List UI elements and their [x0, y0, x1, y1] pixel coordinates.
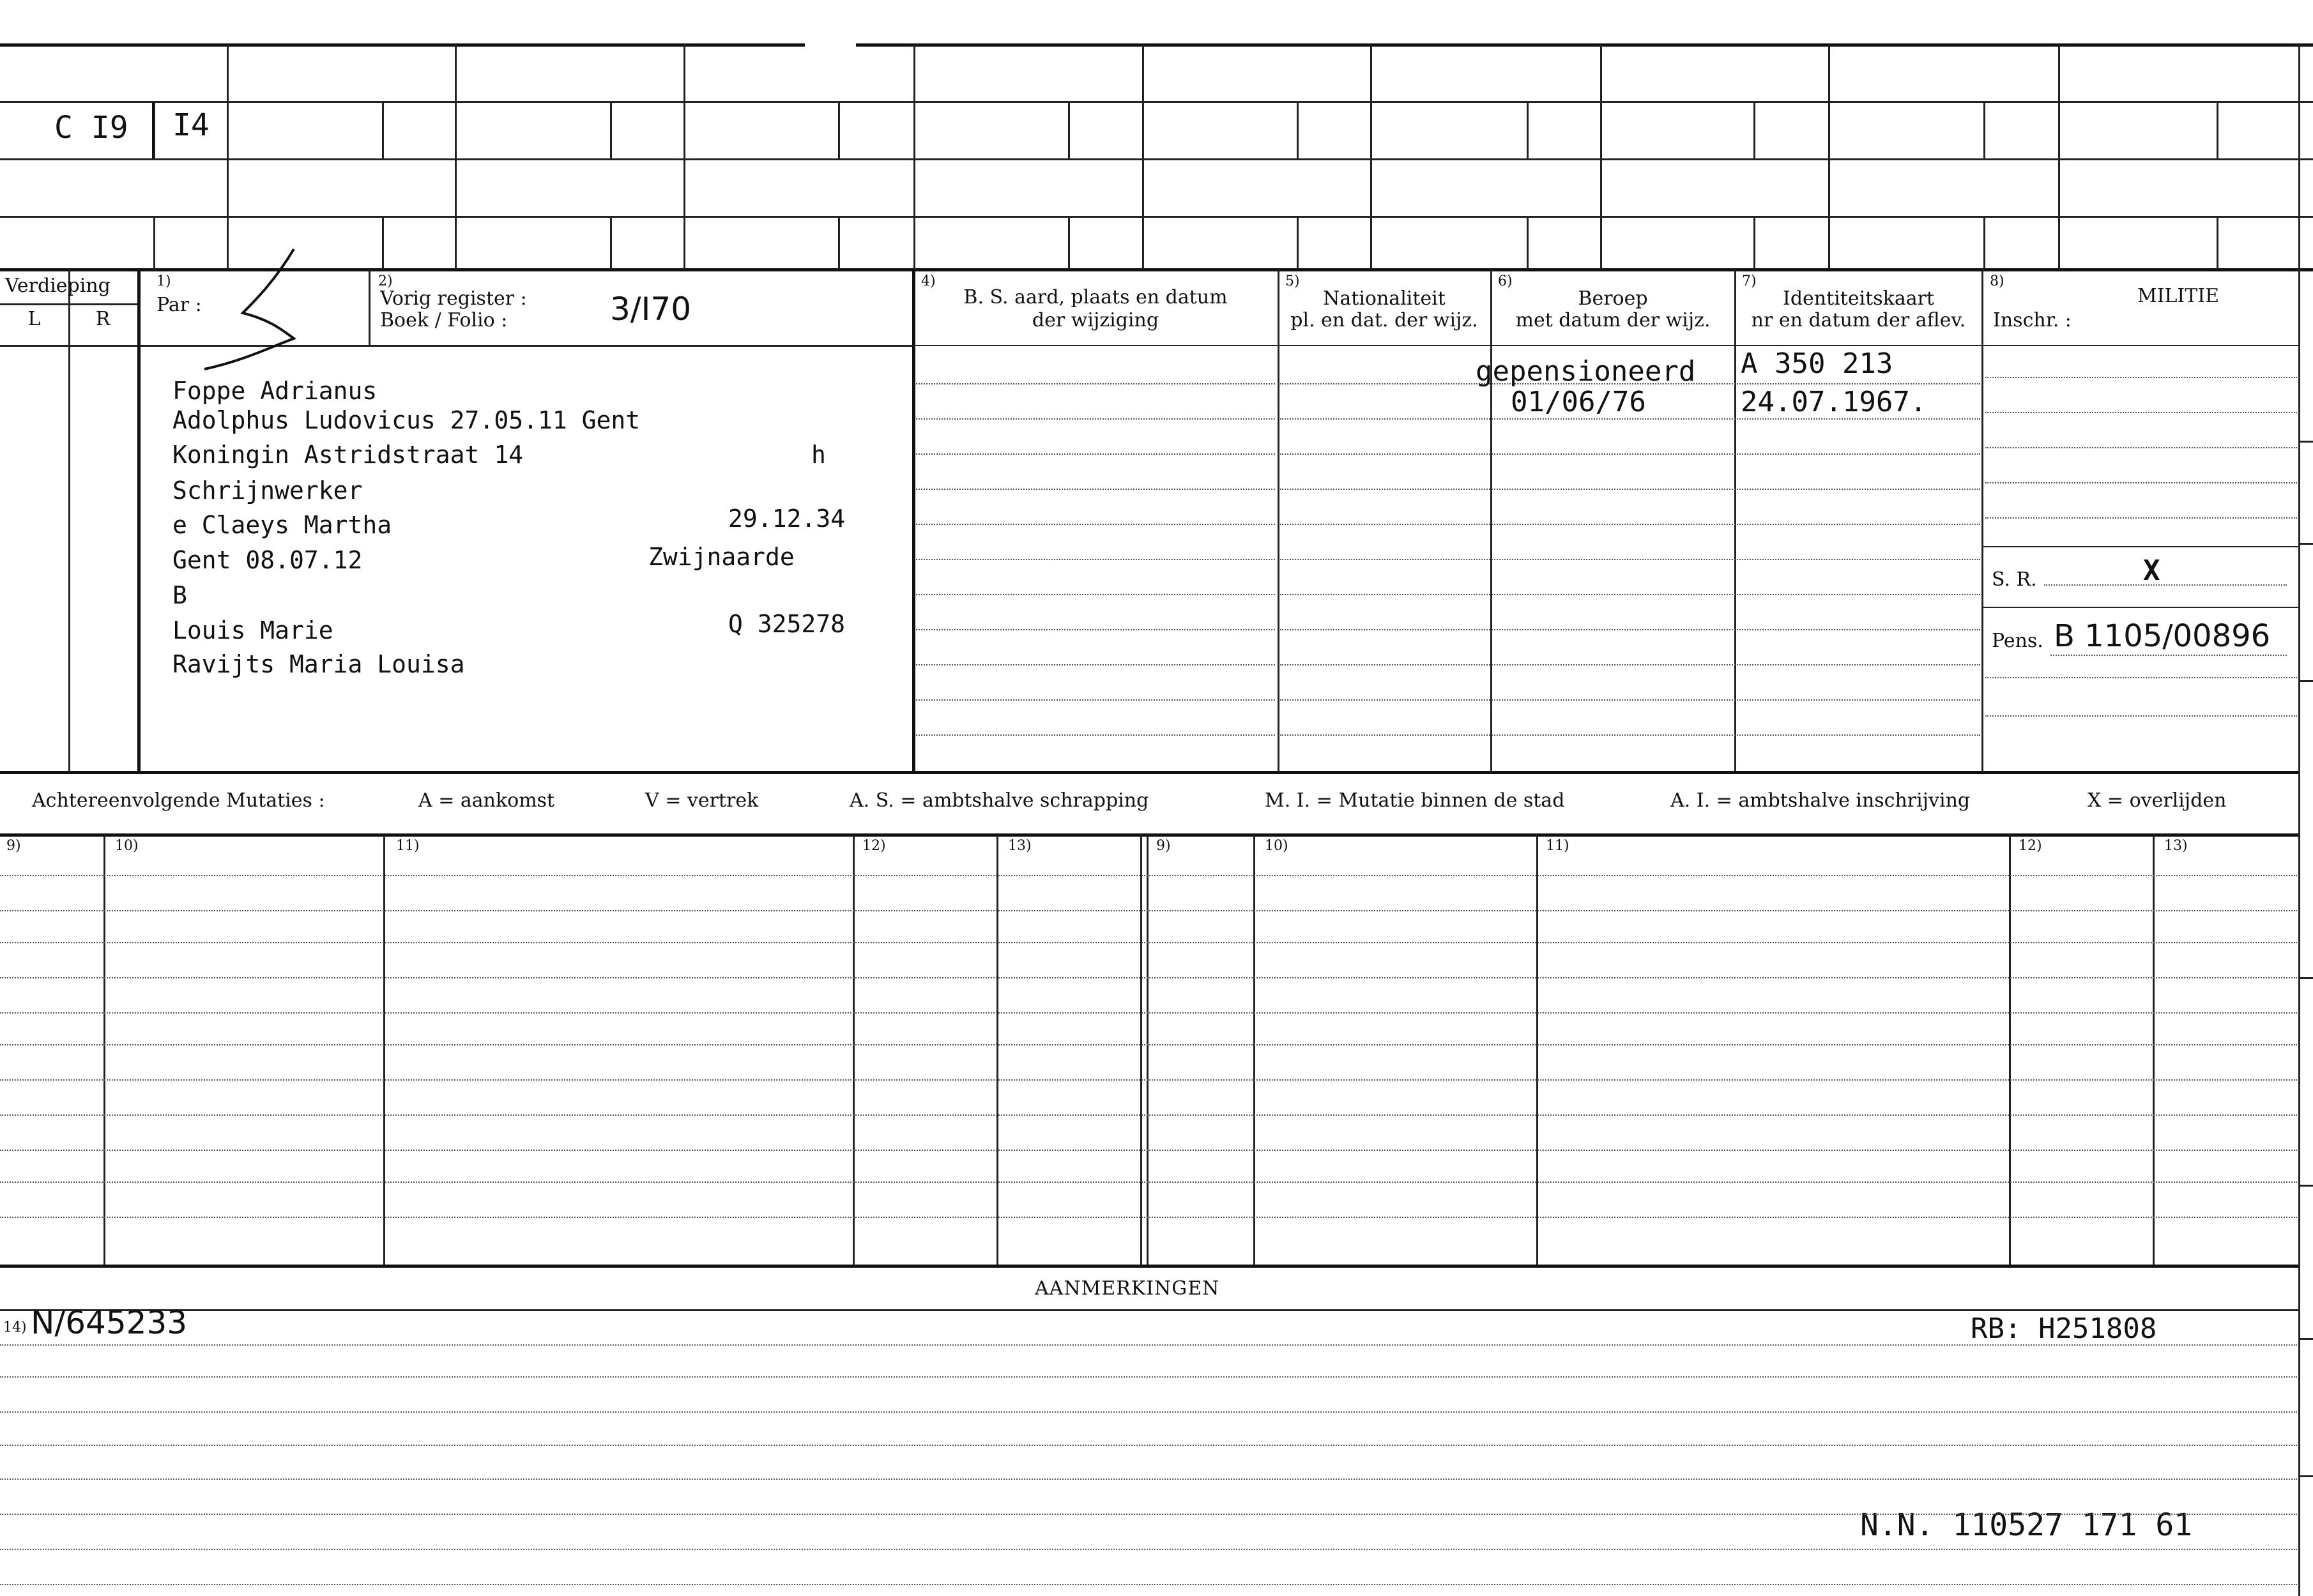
- card-code-c: C I9: [54, 110, 128, 146]
- pens-value: B 1105/00896: [2054, 618, 2271, 654]
- section-border: [0, 1265, 2298, 1268]
- id-label-1: Identiteitskaart: [1783, 287, 1934, 310]
- person-line: Schrijnwerker: [172, 476, 363, 505]
- grid-col: [913, 45, 915, 270]
- grid-tick: [1297, 216, 1299, 270]
- dotted-line: [0, 1478, 2297, 1480]
- bs-label-1: B. S. aard, plaats en datum: [963, 286, 1228, 308]
- mutation-col: [1147, 835, 1149, 1266]
- beroep-date: 01/06/76: [1511, 386, 1646, 418]
- dotted-line: [0, 1182, 2297, 1183]
- grid-tick: [1527, 216, 1529, 270]
- mutation-col-number: 9): [1156, 838, 1171, 854]
- mutation-col: [1536, 835, 1538, 1266]
- beroep-label-1: Beroep: [1578, 287, 1648, 310]
- dotted-line: [0, 1344, 2297, 1346]
- dotted-line: [1280, 664, 1980, 665]
- dotted-line: [1280, 629, 1980, 630]
- mutation-col: [1253, 835, 1255, 1266]
- grid-tick: [153, 216, 155, 270]
- mutation-col-number: 9): [6, 838, 21, 854]
- grid-tick: [610, 216, 612, 270]
- dotted-line: [0, 875, 2297, 876]
- legend-item: A = aankomst: [418, 789, 555, 812]
- dotted-line: [916, 453, 1275, 455]
- mutation-col-number: 13): [1008, 838, 1032, 854]
- dotted-line: [0, 1549, 2297, 1550]
- person-line: Koningin Astridstraat 14: [172, 441, 524, 469]
- grid-tick: [1068, 101, 1070, 158]
- dotted-line: [0, 1376, 2297, 1378]
- field-number: 6): [1498, 273, 1513, 289]
- mutation-col: [103, 835, 105, 1266]
- verdieping-line: [0, 303, 137, 305]
- person-line: Adolphus Ludovicus 27.05.11 Gent: [172, 406, 641, 434]
- dotted-line: [1985, 412, 2297, 413]
- dotted-line: [0, 977, 2297, 978]
- grid-tick: [2217, 216, 2218, 270]
- dotted-line: [916, 629, 1275, 630]
- margin-tick: [2298, 680, 2313, 682]
- person-h: h: [811, 441, 826, 469]
- grid-tick: [1297, 101, 1299, 158]
- legend-item: X = overlijden: [2088, 789, 2227, 812]
- dotted-line: [2050, 655, 2287, 656]
- grid-tick: [1527, 101, 1529, 158]
- section-border: [0, 771, 2298, 774]
- dotted-line: [0, 942, 2297, 943]
- right-edge: [2298, 45, 2300, 1596]
- person-code: Q 325278: [728, 610, 846, 638]
- person-line: e Claeys Martha: [172, 511, 392, 539]
- mutation-col-number: 10): [115, 838, 139, 854]
- dotted-line: [0, 1044, 2297, 1045]
- legend-item: A. I. = ambtshalve inschrijving: [1670, 789, 1971, 812]
- dotted-line: [0, 1012, 2297, 1014]
- grid-line: [0, 158, 2313, 160]
- dotted-line: [2044, 584, 2287, 586]
- field-number: 4): [921, 273, 936, 289]
- handwritten-par-mark: [198, 243, 300, 370]
- sr-label: S. R.: [1992, 568, 2037, 591]
- grid-tick: [838, 216, 840, 270]
- nationaliteit-label-1: Nationaliteit: [1323, 287, 1446, 310]
- main-col: [1734, 270, 1736, 771]
- grid-col: [1142, 45, 1144, 270]
- margin-tick: [2298, 977, 2313, 979]
- field-number: 5): [1285, 273, 1300, 289]
- margin-tick: [2298, 1185, 2313, 1187]
- folio-value: 3/I70: [610, 291, 692, 328]
- legend-item: A. S. = ambtshalve schrapping: [850, 789, 1149, 812]
- mutation-col: [2153, 835, 2155, 1266]
- grid-tick: [2217, 101, 2218, 158]
- mutation-col-number: 12): [862, 838, 886, 854]
- id-date: 24.07.1967.: [1741, 386, 1927, 418]
- grid-tick: [382, 216, 384, 270]
- margin-tick: [2298, 1475, 2313, 1477]
- dotted-line: [0, 1584, 2297, 1585]
- mutation-col: [383, 835, 385, 1266]
- dotted-line: [1280, 418, 1980, 420]
- header-line-right: [913, 345, 2298, 346]
- dotted-line: [0, 1445, 2297, 1446]
- dotted-line: [0, 1114, 2297, 1116]
- grid-tick: [1983, 101, 1985, 158]
- field-number: 1): [156, 273, 171, 289]
- remarks-n-number: N/645233: [31, 1304, 188, 1341]
- militie-divider: [1981, 607, 2298, 608]
- grid-col: [2058, 45, 2060, 270]
- id-number: A 350 213: [1741, 347, 1893, 380]
- militie-label: MILITIE: [2137, 285, 2220, 307]
- grid-tick: [1983, 216, 1985, 270]
- margin-tick: [2298, 441, 2313, 443]
- mutation-col-number: 13): [2164, 838, 2188, 854]
- grid-tick: [838, 101, 840, 158]
- grid-tick: [382, 101, 384, 158]
- col-r-label: R: [95, 308, 111, 330]
- dotted-line: [0, 1217, 2297, 1218]
- main-col: [1981, 270, 1983, 771]
- section-border: [0, 833, 2298, 837]
- grid-tick: [1068, 216, 1070, 270]
- boek-folio-label: Boek / Folio :: [380, 309, 508, 331]
- grid-col: [1828, 45, 1830, 270]
- dotted-line: [1280, 734, 1980, 736]
- field-number: 7): [1742, 273, 1757, 289]
- grid-tick: [1753, 216, 1755, 270]
- person-place: Zwijnaarde: [648, 543, 795, 571]
- dotted-line: [1280, 524, 1980, 525]
- dotted-line: [916, 734, 1275, 736]
- field-number: 2): [378, 273, 393, 289]
- dotted-line: [1280, 453, 1980, 455]
- bs-label-2: der wijziging: [1032, 309, 1159, 331]
- section-border: [0, 268, 2313, 271]
- dotted-line: [0, 1150, 2297, 1151]
- beroep-label-2: met datum der wijz.: [1515, 309, 1711, 331]
- pens-label: Pens.: [1992, 630, 2043, 652]
- margin-tick: [2298, 543, 2313, 545]
- col-l-label: L: [27, 308, 41, 330]
- top-border-right: [856, 43, 2313, 47]
- grid-col: [1370, 45, 1372, 270]
- par-label: Par :: [156, 294, 202, 316]
- person-line: B: [172, 581, 187, 609]
- dotted-line: [916, 383, 1275, 384]
- mutation-col: [1140, 835, 1142, 1266]
- main-col: [68, 270, 70, 771]
- remarks-rb: RB: H251808: [1971, 1312, 2157, 1345]
- dotted-line: [1280, 594, 1980, 595]
- person-line: Foppe Adrianus: [172, 377, 378, 405]
- vorig-register-label: Vorig register :: [380, 287, 527, 310]
- legend-item: M. I. = Mutatie binnen de stad: [1265, 789, 1565, 812]
- grid-col: [683, 45, 685, 270]
- dotted-line: [916, 559, 1275, 560]
- main-col: [369, 270, 370, 346]
- field-number: 8): [1990, 273, 2004, 289]
- mutation-col-number: 11): [1546, 838, 1569, 854]
- remarks-title: AANMERKINGEN: [1035, 1277, 1220, 1300]
- dotted-line: [1985, 677, 2297, 678]
- mutation-col: [853, 835, 855, 1266]
- person-line: Ravijts Maria Louisa: [172, 650, 465, 678]
- remarks-line: [0, 1309, 2298, 1311]
- mutation-col-number: 12): [2019, 838, 2042, 854]
- dotted-line: [0, 1079, 2297, 1081]
- remarks-number: 14): [3, 1319, 27, 1335]
- dotted-line: [1280, 489, 1980, 490]
- code-divider: [152, 102, 154, 158]
- dotted-line: [1280, 559, 1980, 560]
- dotted-line: [1280, 699, 1980, 701]
- mutation-col: [2009, 835, 2011, 1266]
- dotted-line: [0, 1514, 2297, 1515]
- dotted-line: [916, 594, 1275, 595]
- person-line: Gent 08.07.12: [172, 546, 363, 574]
- dotted-line: [1985, 482, 2297, 483]
- legend-item: V = vertrek: [645, 789, 759, 812]
- dotted-line: [1985, 715, 2297, 717]
- remarks-nn: N.N. 110527 171 61: [1860, 1507, 2193, 1543]
- dotted-line: [1985, 447, 2297, 448]
- grid-col: [455, 45, 457, 270]
- verdieping-label: Verdieping: [5, 275, 111, 297]
- grid-col: [1600, 45, 1602, 270]
- id-label-2: nr en datum der aflev.: [1751, 309, 1966, 331]
- beroep-value: gepensioneerd: [1476, 355, 1696, 388]
- sr-value: X: [2143, 554, 2160, 587]
- grid-col: [227, 45, 229, 270]
- dotted-line: [916, 418, 1275, 420]
- main-col: [1278, 270, 1279, 771]
- card-code-i: I4: [172, 107, 210, 143]
- nationaliteit-label-2: pl. en dat. der wijz.: [1290, 309, 1478, 331]
- dotted-line: [0, 1411, 2297, 1413]
- person-date: 29.12.34: [728, 505, 846, 533]
- mutation-col: [996, 835, 998, 1266]
- main-col: [912, 270, 915, 771]
- margin-tick: [2298, 1338, 2313, 1340]
- dotted-line: [916, 524, 1275, 525]
- person-line: Louis Marie: [172, 616, 333, 644]
- grid-tick: [1753, 101, 1755, 158]
- dotted-line: [1985, 517, 2297, 519]
- grid-tick: [610, 101, 612, 158]
- grid-line: [0, 216, 2313, 218]
- dotted-line: [916, 664, 1275, 665]
- mutation-col-number: 10): [1265, 838, 1288, 854]
- mutation-col-number: 11): [396, 838, 420, 854]
- dotted-line: [1985, 377, 2297, 378]
- main-col: [137, 270, 141, 771]
- grid-line: [0, 101, 2313, 103]
- main-col: [1490, 270, 1492, 771]
- militie-divider: [1981, 546, 2298, 547]
- legend-title: Achtereenvolgende Mutaties :: [32, 789, 325, 812]
- dotted-line: [916, 489, 1275, 490]
- inschr-label: Inschr. :: [1993, 309, 2072, 331]
- dotted-line: [916, 699, 1275, 701]
- dotted-line: [0, 910, 2297, 911]
